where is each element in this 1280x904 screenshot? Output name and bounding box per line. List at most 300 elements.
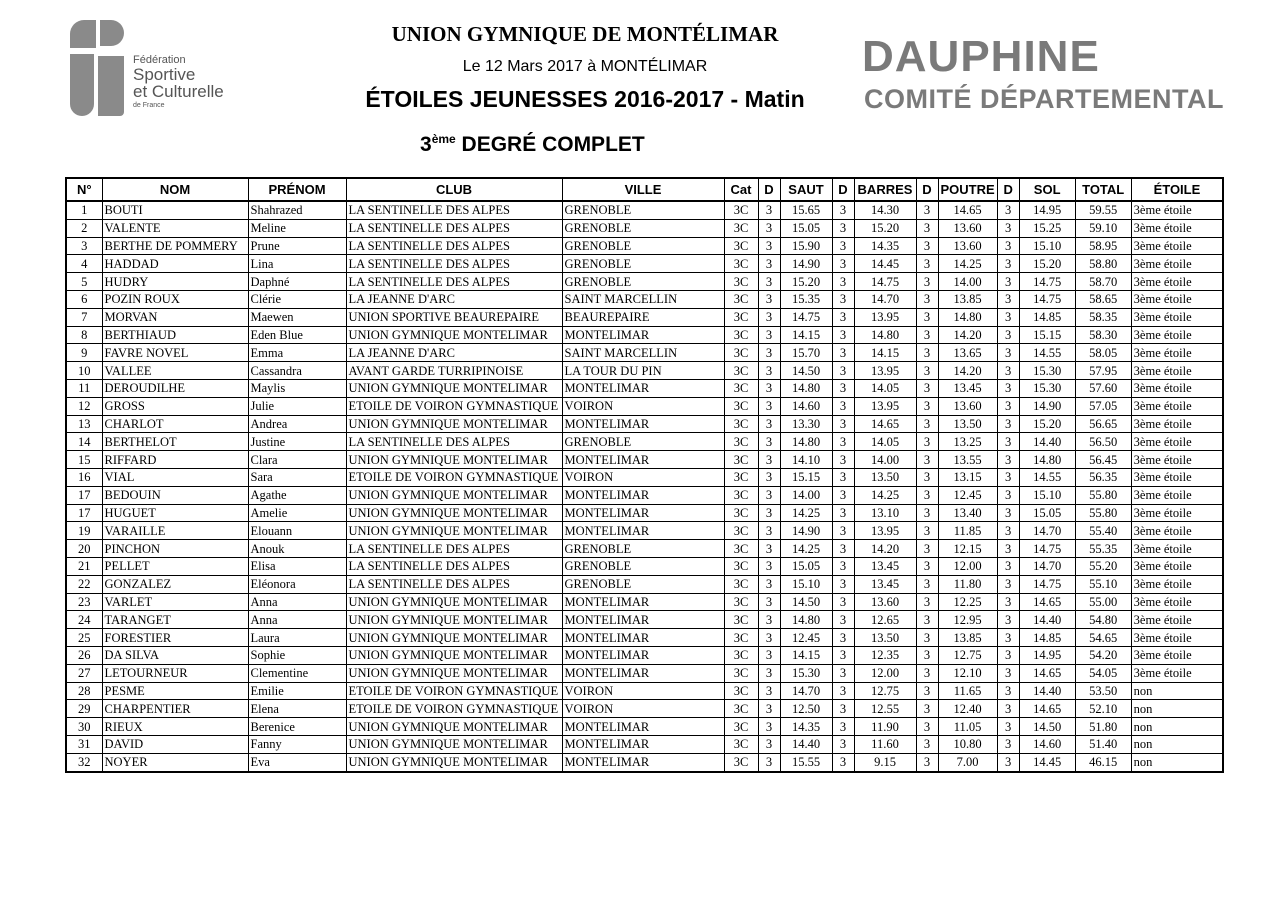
cell-saut: 12.50 [780, 700, 832, 718]
cell-d-sol: 3 [997, 522, 1019, 540]
cell-prenom: Elouann [248, 522, 346, 540]
cell-rank: 16 [66, 468, 102, 486]
cell-rank: 4 [66, 255, 102, 273]
cell-d-sol: 3 [997, 255, 1019, 273]
cell-rank: 26 [66, 646, 102, 664]
cell-d-saut: 3 [758, 629, 780, 647]
cell-nom: FAVRE NOVEL [102, 344, 248, 362]
cell-poutre: 13.60 [938, 237, 997, 255]
cell-rank: 29 [66, 700, 102, 718]
cell-prenom: Lina [248, 255, 346, 273]
cell-sol: 14.45 [1019, 753, 1075, 771]
cell-ville: MONTELIMAR [562, 415, 724, 433]
cell-d-sol: 3 [997, 308, 1019, 326]
cell-nom: GONZALEZ [102, 575, 248, 593]
logo-line-federation: Fédération [133, 54, 186, 66]
cell-nom: VARLET [102, 593, 248, 611]
cell-poutre: 13.65 [938, 344, 997, 362]
table-row [66, 273, 1223, 291]
cell-d-saut: 3 [758, 308, 780, 326]
cell-d-barres: 3 [832, 308, 854, 326]
cell-etoile: 3ème étoile [1131, 237, 1223, 255]
cell-poutre: 12.45 [938, 486, 997, 504]
cell-club: LA SENTINELLE DES ALPES [346, 201, 562, 219]
cell-d-poutre: 3 [916, 682, 938, 700]
cell-saut: 13.30 [780, 415, 832, 433]
cell-d-saut: 3 [758, 362, 780, 380]
cell-d-poutre: 3 [916, 700, 938, 718]
cell-d-saut: 3 [758, 700, 780, 718]
cell-d-poutre: 3 [916, 557, 938, 575]
cell-sol: 14.65 [1019, 700, 1075, 718]
cell-poutre: 11.05 [938, 718, 997, 736]
cell-sol: 14.70 [1019, 557, 1075, 575]
table-row [66, 718, 1223, 736]
cell-saut: 14.00 [780, 486, 832, 504]
cell-cat: 3C [724, 433, 758, 451]
cell-cat: 3C [724, 629, 758, 647]
cell-barres: 13.45 [854, 557, 916, 575]
cell-sol: 15.10 [1019, 486, 1075, 504]
cell-nom: PESME [102, 682, 248, 700]
cell-total: 57.05 [1075, 397, 1131, 415]
cell-rank: 6 [66, 290, 102, 308]
cell-saut: 14.15 [780, 646, 832, 664]
cell-d-barres: 3 [832, 504, 854, 522]
cell-saut: 15.35 [780, 290, 832, 308]
cell-d-poutre: 3 [916, 201, 938, 219]
cell-saut: 14.80 [780, 379, 832, 397]
cell-d-saut: 3 [758, 504, 780, 522]
cell-etoile: 3ème étoile [1131, 522, 1223, 540]
table-row [66, 700, 1223, 718]
cell-d-barres: 3 [832, 290, 854, 308]
cell-total: 56.65 [1075, 415, 1131, 433]
column-header-total: TOTAL [1075, 178, 1131, 201]
cell-ville: VOIRON [562, 700, 724, 718]
cell-etoile: non [1131, 718, 1223, 736]
cell-barres: 9.15 [854, 753, 916, 771]
cell-sol: 14.75 [1019, 290, 1075, 308]
cell-d-poutre: 3 [916, 646, 938, 664]
cell-nom: MORVAN [102, 308, 248, 326]
cell-club: ETOILE DE VOIRON GYMNASTIQUE [346, 397, 562, 415]
cell-cat: 3C [724, 735, 758, 753]
cell-total: 55.10 [1075, 575, 1131, 593]
cell-etoile: 3ème étoile [1131, 504, 1223, 522]
cell-d-saut: 3 [758, 486, 780, 504]
cell-d-saut: 3 [758, 273, 780, 291]
cell-poutre: 14.00 [938, 273, 997, 291]
cell-ville: MONTELIMAR [562, 611, 724, 629]
cell-nom: RIFFARD [102, 451, 248, 469]
cell-nom: HADDAD [102, 255, 248, 273]
cell-rank: 15 [66, 451, 102, 469]
cell-total: 54.20 [1075, 646, 1131, 664]
cell-prenom: Emma [248, 344, 346, 362]
cell-etoile: non [1131, 735, 1223, 753]
table-row [66, 290, 1223, 308]
cell-poutre: 13.50 [938, 415, 997, 433]
cell-d-barres: 3 [832, 557, 854, 575]
cell-d-sol: 3 [997, 451, 1019, 469]
cell-etoile: 3ème étoile [1131, 611, 1223, 629]
dauphine-logo-title: DAUPHINE [862, 32, 1100, 81]
cell-prenom: Sara [248, 468, 346, 486]
cell-cat: 3C [724, 664, 758, 682]
degree-text: DEGRÉ COMPLET [455, 133, 645, 156]
cell-ville: MONTELIMAR [562, 522, 724, 540]
cell-total: 58.70 [1075, 273, 1131, 291]
cell-club: LA SENTINELLE DES ALPES [346, 237, 562, 255]
cell-poutre: 13.60 [938, 219, 997, 237]
cell-prenom: Berenice [248, 718, 346, 736]
table-row [66, 593, 1223, 611]
cell-nom: GROSS [102, 397, 248, 415]
cell-total: 57.95 [1075, 362, 1131, 380]
cell-ville: GRENOBLE [562, 575, 724, 593]
cell-prenom: Cassandra [248, 362, 346, 380]
cell-nom: HUDRY [102, 273, 248, 291]
cell-barres: 13.95 [854, 522, 916, 540]
cell-barres: 12.00 [854, 664, 916, 682]
cell-rank: 30 [66, 718, 102, 736]
table-row [66, 362, 1223, 380]
cell-prenom: Elena [248, 700, 346, 718]
results-table [65, 177, 1224, 773]
cell-sol: 14.90 [1019, 397, 1075, 415]
cell-d-poutre: 3 [916, 308, 938, 326]
cell-d-sol: 3 [997, 326, 1019, 344]
cell-nom: CHARLOT [102, 415, 248, 433]
cell-prenom: Fanny [248, 735, 346, 753]
cell-total: 58.80 [1075, 255, 1131, 273]
cell-rank: 28 [66, 682, 102, 700]
cell-club: LA JEANNE D'ARC [346, 290, 562, 308]
cell-prenom: Andrea [248, 415, 346, 433]
cell-total: 55.40 [1075, 522, 1131, 540]
cell-d-poutre: 3 [916, 611, 938, 629]
cell-ville: GRENOBLE [562, 255, 724, 273]
cell-cat: 3C [724, 504, 758, 522]
cell-d-barres: 3 [832, 255, 854, 273]
column-header-ville: VILLE [562, 178, 724, 201]
cell-total: 59.55 [1075, 201, 1131, 219]
cell-total: 51.80 [1075, 718, 1131, 736]
cell-nom: LETOURNEUR [102, 664, 248, 682]
table-row [66, 219, 1223, 237]
cell-club: UNION GYMNIQUE MONTELIMAR [346, 664, 562, 682]
cell-sol: 15.25 [1019, 219, 1075, 237]
cell-d-sol: 3 [997, 415, 1019, 433]
table-row [66, 753, 1223, 771]
cell-prenom: Laura [248, 629, 346, 647]
column-header-barres: BARRES [854, 178, 916, 201]
cell-saut: 14.70 [780, 682, 832, 700]
cell-sol: 14.85 [1019, 308, 1075, 326]
cell-etoile: 3ème étoile [1131, 664, 1223, 682]
cell-saut: 14.90 [780, 255, 832, 273]
cell-d-saut: 3 [758, 379, 780, 397]
cell-saut: 12.45 [780, 629, 832, 647]
cell-d-barres: 3 [832, 273, 854, 291]
cell-d-poutre: 3 [916, 344, 938, 362]
cell-barres: 13.50 [854, 629, 916, 647]
cell-total: 51.40 [1075, 735, 1131, 753]
cell-sol: 14.75 [1019, 273, 1075, 291]
cell-d-saut: 3 [758, 326, 780, 344]
cell-club: LA SENTINELLE DES ALPES [346, 219, 562, 237]
cell-total: 55.00 [1075, 593, 1131, 611]
cell-club: UNION GYMNIQUE MONTELIMAR [346, 379, 562, 397]
cell-total: 58.35 [1075, 308, 1131, 326]
cell-club: LA SENTINELLE DES ALPES [346, 575, 562, 593]
table-row [66, 308, 1223, 326]
cell-d-sol: 3 [997, 735, 1019, 753]
table-row [66, 451, 1223, 469]
cell-rank: 7 [66, 308, 102, 326]
cell-club: UNION GYMNIQUE MONTELIMAR [346, 753, 562, 771]
table-row [66, 540, 1223, 558]
cell-poutre: 13.25 [938, 433, 997, 451]
cell-etoile: 3ème étoile [1131, 362, 1223, 380]
cell-d-saut: 3 [758, 664, 780, 682]
cell-total: 55.35 [1075, 540, 1131, 558]
cell-sol: 15.10 [1019, 237, 1075, 255]
fscf-logo [68, 20, 238, 120]
cell-ville: GRENOBLE [562, 273, 724, 291]
cell-d-saut: 3 [758, 290, 780, 308]
cell-etoile: 3ème étoile [1131, 397, 1223, 415]
cell-sol: 15.15 [1019, 326, 1075, 344]
cell-barres: 12.55 [854, 700, 916, 718]
cell-club: ETOILE DE VOIRON GYMNASTIQUE [346, 700, 562, 718]
column-header-prenom: PRÉNOM [248, 178, 346, 201]
cell-saut: 15.05 [780, 557, 832, 575]
cell-d-sol: 3 [997, 433, 1019, 451]
cell-cat: 3C [724, 451, 758, 469]
cell-saut: 14.35 [780, 718, 832, 736]
cell-nom: VALENTE [102, 219, 248, 237]
cell-sol: 14.75 [1019, 540, 1075, 558]
cell-d-sol: 3 [997, 379, 1019, 397]
cell-barres: 14.75 [854, 273, 916, 291]
cell-ville: MONTELIMAR [562, 379, 724, 397]
cell-sol: 14.95 [1019, 201, 1075, 219]
cell-rank: 27 [66, 664, 102, 682]
cell-club: LA JEANNE D'ARC [346, 344, 562, 362]
cell-barres: 13.45 [854, 575, 916, 593]
cell-total: 56.35 [1075, 468, 1131, 486]
cell-saut: 15.30 [780, 664, 832, 682]
cell-rank: 20 [66, 540, 102, 558]
cell-saut: 15.15 [780, 468, 832, 486]
cell-nom: FORESTIER [102, 629, 248, 647]
cell-total: 58.30 [1075, 326, 1131, 344]
cell-total: 54.80 [1075, 611, 1131, 629]
cell-d-sol: 3 [997, 557, 1019, 575]
cell-sol: 15.20 [1019, 255, 1075, 273]
cell-d-sol: 3 [997, 575, 1019, 593]
cell-total: 58.95 [1075, 237, 1131, 255]
cell-etoile: 3ème étoile [1131, 629, 1223, 647]
cell-club: UNION GYMNIQUE MONTELIMAR [346, 593, 562, 611]
cell-cat: 3C [724, 557, 758, 575]
cell-barres: 14.45 [854, 255, 916, 273]
cell-prenom: Daphné [248, 273, 346, 291]
cell-barres: 14.05 [854, 433, 916, 451]
cell-saut: 14.15 [780, 326, 832, 344]
cell-saut: 15.05 [780, 219, 832, 237]
cell-d-poutre: 3 [916, 486, 938, 504]
cell-prenom: Shahrazed [248, 201, 346, 219]
cell-cat: 3C [724, 486, 758, 504]
cell-d-sol: 3 [997, 611, 1019, 629]
cell-ville: MONTELIMAR [562, 646, 724, 664]
cell-d-sol: 3 [997, 362, 1019, 380]
cell-d-poutre: 3 [916, 326, 938, 344]
cell-poutre: 13.45 [938, 379, 997, 397]
cell-club: UNION GYMNIQUE MONTELIMAR [346, 718, 562, 736]
cell-poutre: 13.60 [938, 397, 997, 415]
cell-saut: 15.90 [780, 237, 832, 255]
cell-poutre: 12.95 [938, 611, 997, 629]
cell-poutre: 12.40 [938, 700, 997, 718]
cell-club: UNION GYMNIQUE MONTELIMAR [346, 504, 562, 522]
cell-d-saut: 3 [758, 397, 780, 415]
cell-saut: 14.75 [780, 308, 832, 326]
column-header-d-poutre: D [916, 178, 938, 201]
cell-prenom: Maewen [248, 308, 346, 326]
cell-ville: MONTELIMAR [562, 451, 724, 469]
cell-d-barres: 3 [832, 237, 854, 255]
cell-sol: 14.40 [1019, 611, 1075, 629]
cell-rank: 2 [66, 219, 102, 237]
column-header-cat: Cat [724, 178, 758, 201]
cell-cat: 3C [724, 201, 758, 219]
cell-cat: 3C [724, 290, 758, 308]
dauphine-logo [862, 32, 1242, 122]
cell-club: UNION GYMNIQUE MONTELIMAR [346, 415, 562, 433]
cell-poutre: 12.75 [938, 646, 997, 664]
cell-cat: 3C [724, 575, 758, 593]
cell-saut: 14.60 [780, 397, 832, 415]
cell-nom: VALLEE [102, 362, 248, 380]
cell-prenom: Julie [248, 397, 346, 415]
cell-d-barres: 3 [832, 415, 854, 433]
cell-nom: DAVID [102, 735, 248, 753]
logo-shape-bottom-left [70, 54, 94, 116]
table-row [66, 415, 1223, 433]
degree-title [420, 132, 645, 157]
cell-d-poutre: 3 [916, 237, 938, 255]
cell-total: 58.65 [1075, 290, 1131, 308]
cell-d-saut: 3 [758, 451, 780, 469]
cell-d-barres: 3 [832, 575, 854, 593]
cell-rank: 22 [66, 575, 102, 593]
table-row [66, 344, 1223, 362]
cell-total: 55.80 [1075, 486, 1131, 504]
cell-nom: POZIN ROUX [102, 290, 248, 308]
cell-d-barres: 3 [832, 646, 854, 664]
cell-barres: 14.70 [854, 290, 916, 308]
cell-d-barres: 3 [832, 540, 854, 558]
logo-shape-top-right [100, 20, 124, 46]
cell-ville: MONTELIMAR [562, 664, 724, 682]
cell-total: 52.10 [1075, 700, 1131, 718]
cell-barres: 14.65 [854, 415, 916, 433]
cell-club: UNION GYMNIQUE MONTELIMAR [346, 629, 562, 647]
cell-rank: 21 [66, 557, 102, 575]
cell-barres: 13.50 [854, 468, 916, 486]
cell-etoile: 3ème étoile [1131, 201, 1223, 219]
cell-nom: BERTHELOT [102, 433, 248, 451]
cell-d-sol: 3 [997, 593, 1019, 611]
cell-d-sol: 3 [997, 290, 1019, 308]
cell-d-poutre: 3 [916, 629, 938, 647]
column-header-rank: N° [66, 178, 102, 201]
cell-rank: 24 [66, 611, 102, 629]
cell-nom: BEDOUIN [102, 486, 248, 504]
cell-d-poutre: 3 [916, 290, 938, 308]
cell-saut: 14.25 [780, 540, 832, 558]
cell-etoile: 3ème étoile [1131, 646, 1223, 664]
cell-d-poutre: 3 [916, 664, 938, 682]
cell-d-sol: 3 [997, 682, 1019, 700]
cell-etoile: 3ème étoile [1131, 273, 1223, 291]
cell-club: LA SENTINELLE DES ALPES [346, 273, 562, 291]
cell-poutre: 14.65 [938, 201, 997, 219]
cell-total: 46.15 [1075, 753, 1131, 771]
cell-d-sol: 3 [997, 397, 1019, 415]
cell-cat: 3C [724, 540, 758, 558]
cell-d-barres: 3 [832, 201, 854, 219]
cell-barres: 14.20 [854, 540, 916, 558]
cell-rank: 3 [66, 237, 102, 255]
cell-d-saut: 3 [758, 433, 780, 451]
cell-d-saut: 3 [758, 522, 780, 540]
cell-rank: 17 [66, 504, 102, 522]
dauphine-logo-subtitle: COMITÉ DÉPARTEMENTAL [864, 84, 1224, 114]
cell-etoile: 3ème étoile [1131, 433, 1223, 451]
cell-sol: 15.30 [1019, 362, 1075, 380]
table-row [66, 735, 1223, 753]
cell-prenom: Agathe [248, 486, 346, 504]
cell-ville: MONTELIMAR [562, 735, 724, 753]
organizer-title: UNION GYMNIQUE DE MONTÉLIMAR [391, 22, 779, 46]
cell-rank: 19 [66, 522, 102, 540]
cell-barres: 14.30 [854, 201, 916, 219]
cell-club: UNION GYMNIQUE MONTELIMAR [346, 611, 562, 629]
cell-sol: 14.65 [1019, 664, 1075, 682]
cell-d-sol: 3 [997, 664, 1019, 682]
cell-sol: 14.75 [1019, 575, 1075, 593]
table-row [66, 397, 1223, 415]
cell-rank: 12 [66, 397, 102, 415]
cell-poutre: 13.15 [938, 468, 997, 486]
cell-etoile: 3ème étoile [1131, 415, 1223, 433]
cell-etoile: non [1131, 682, 1223, 700]
table-row [66, 468, 1223, 486]
cell-cat: 3C [724, 468, 758, 486]
cell-sol: 14.95 [1019, 646, 1075, 664]
cell-total: 58.05 [1075, 344, 1131, 362]
cell-d-sol: 3 [997, 273, 1019, 291]
cell-poutre: 11.65 [938, 682, 997, 700]
column-header-poutre: POUTRE [938, 178, 997, 201]
cell-cat: 3C [724, 326, 758, 344]
cell-cat: 3C [724, 308, 758, 326]
